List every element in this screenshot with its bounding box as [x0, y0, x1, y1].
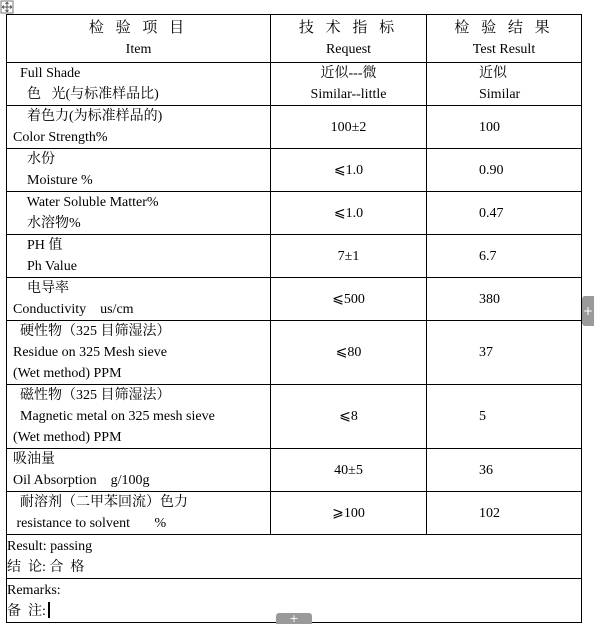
- header-result-en: Test Result: [472, 41, 536, 57]
- result-cell[interactable]: [427, 192, 582, 235]
- item-text: Color Strength%: [13, 130, 108, 145]
- table-header-row: [7, 15, 582, 63]
- table-row: [7, 278, 582, 321]
- add-column-handle[interactable]: +: [582, 296, 594, 326]
- item-text: Residue on 325 Mesh sieve: [13, 345, 167, 360]
- item-text: Oil Absorption g/100g: [13, 473, 150, 488]
- request-cell[interactable]: [271, 192, 427, 235]
- request-text: ⩽80: [335, 345, 362, 360]
- item-text: 电导率: [13, 281, 69, 296]
- request-text: 近似---微: [320, 66, 377, 81]
- item-text: 耐溶剂（二甲苯回流）色力: [13, 495, 188, 510]
- result-cell[interactable]: [427, 63, 582, 106]
- result-cell[interactable]: [427, 385, 582, 449]
- request-text: 100±2: [330, 119, 367, 135]
- item-text: 磁性物（325 目筛湿法）: [13, 388, 171, 403]
- request-text: ⩾100: [332, 505, 365, 521]
- result-cell[interactable]: [427, 321, 582, 385]
- table-row: [7, 235, 582, 278]
- table-row: [7, 149, 582, 192]
- request-cell[interactable]: [271, 492, 427, 535]
- result-text: Similar: [479, 87, 521, 102]
- header-request-zh: 技 术 指 标: [298, 19, 399, 36]
- request-cell[interactable]: [271, 449, 427, 492]
- result-text: 380: [479, 291, 500, 307]
- request-cell[interactable]: [271, 149, 427, 192]
- remarks-zh: 备 注:: [7, 603, 46, 619]
- table-row: [7, 192, 582, 235]
- result-cell[interactable]: [427, 492, 582, 535]
- table-row: [7, 106, 582, 149]
- result-cell[interactable]: [427, 235, 582, 278]
- header-item-en: Item: [125, 41, 152, 57]
- item-cell[interactable]: [7, 106, 271, 149]
- item-text: (Wet method) PPM: [13, 430, 122, 445]
- result-text: 5: [479, 409, 486, 424]
- text-cursor: [48, 602, 50, 618]
- result-cell[interactable]: [427, 449, 582, 492]
- table-row: [7, 492, 582, 535]
- item-text: 水份: [13, 152, 55, 167]
- request-text: ⩽1.0: [333, 205, 364, 221]
- header-request-en: Request: [325, 41, 372, 57]
- result-text: 37: [479, 345, 493, 360]
- header-request-cell[interactable]: [271, 15, 427, 63]
- item-text: PH 值: [13, 238, 63, 253]
- result-cell[interactable]: [427, 106, 582, 149]
- header-item-cell[interactable]: [7, 15, 271, 63]
- request-cell[interactable]: [271, 63, 427, 106]
- header-result-cell[interactable]: [427, 15, 582, 63]
- request-text: ⩽1.0: [333, 162, 364, 178]
- request-cell[interactable]: [271, 278, 427, 321]
- item-cell[interactable]: [7, 278, 271, 321]
- item-cell[interactable]: [7, 492, 271, 535]
- result-text: 100: [479, 119, 500, 135]
- table-row: [7, 385, 582, 449]
- item-cell[interactable]: [7, 192, 271, 235]
- request-text: 7±1: [337, 248, 360, 264]
- item-text: 着色力(为标准样品的): [13, 109, 163, 124]
- item-text: Water Soluble Matter%: [13, 195, 159, 210]
- result-text: 36: [479, 462, 493, 478]
- item-text: resistance to solvent %: [13, 516, 167, 531]
- item-text: 色 光(与标准样品比): [13, 87, 159, 102]
- item-text: Ph Value: [13, 259, 77, 274]
- item-cell[interactable]: [7, 449, 271, 492]
- request-cell[interactable]: [271, 235, 427, 278]
- item-cell[interactable]: [7, 321, 271, 385]
- inspection-table: [6, 14, 582, 623]
- table-row: [7, 449, 582, 492]
- result-text: 近似: [479, 66, 507, 81]
- item-text: 水溶物%: [13, 216, 81, 231]
- add-row-handle[interactable]: +: [276, 613, 312, 624]
- request-text: ⩽500: [332, 291, 365, 307]
- item-text: (Wet method) PPM: [13, 366, 122, 381]
- table-move-handle-icon[interactable]: [0, 0, 14, 14]
- result-text: 0.90: [479, 162, 504, 178]
- result-text: 102: [479, 505, 500, 521]
- result-zh: 结 论: 合 格: [7, 559, 85, 575]
- item-text: Conductivity us/cm: [13, 302, 134, 317]
- item-text: Moisture %: [13, 173, 93, 188]
- result-text: 0.47: [479, 205, 504, 221]
- item-cell[interactable]: [7, 63, 271, 106]
- item-text: Full Shade: [13, 66, 81, 81]
- result-cell[interactable]: [427, 278, 582, 321]
- request-text: Similar--little: [310, 87, 387, 102]
- header-result-zh: 检 验 结 果: [454, 19, 554, 36]
- item-text: 硬性物（325 目筛湿法）: [13, 324, 171, 339]
- table-row: [7, 321, 582, 385]
- result-row: [7, 535, 582, 579]
- request-text: ⩽8: [339, 409, 358, 424]
- remarks-en: Remarks:: [7, 582, 61, 598]
- item-cell[interactable]: [7, 149, 271, 192]
- request-cell[interactable]: [271, 321, 427, 385]
- item-cell[interactable]: [7, 235, 271, 278]
- item-cell[interactable]: [7, 385, 271, 449]
- result-cell[interactable]: [427, 149, 582, 192]
- result-en: Result: passing: [7, 538, 93, 554]
- header-item-zh: 检 验 项 目: [88, 19, 189, 36]
- request-cell[interactable]: [271, 106, 427, 149]
- item-text: 吸油量: [13, 452, 55, 467]
- request-cell[interactable]: [271, 385, 427, 449]
- table-row: [7, 63, 582, 106]
- result-text: 6.7: [479, 248, 497, 264]
- item-text: Magnetic metal on 325 mesh sieve: [13, 409, 215, 424]
- result-cell[interactable]: [7, 535, 582, 579]
- request-text: 40±5: [334, 462, 363, 478]
